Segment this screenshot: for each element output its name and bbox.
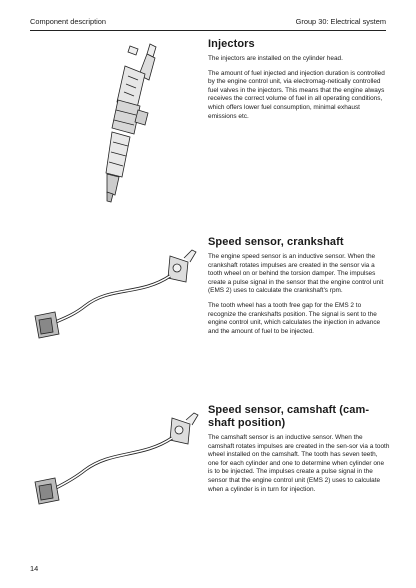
header-left: Component description: [30, 17, 107, 26]
section-title: Speed sensor, crankshaft: [208, 236, 344, 248]
header-right: Group 30: Electrical system: [295, 17, 386, 26]
page-header: [30, 14, 386, 31]
section-crankshaft-sensor: [208, 236, 390, 342]
section-title: Injectors: [208, 38, 255, 50]
paragraph: The amount of fuel injected and injection duration is controlled by the engine control unit, via electromag-netically controlled fuel valves in the injectors. This means that the engine always receives the correct volume of fuel in all operating conditions, which offers lower fuel consumption, minimal exhaust emissions etc.: [208, 69, 385, 120]
section-title: Speed sensor, camshaft (cam-shaft position): [208, 404, 370, 429]
section-injectors: [208, 38, 390, 127]
section-camshaft-sensor: [208, 404, 390, 500]
paragraph: The engine speed sensor is an inductive sensor. When the crankshaft rotates impulses are created in the sensor via a tooth wheel on or behind the torsion damper. The impulses create a pulse signal in the sensor that the engine control unit (EMS 2) uses to calculate the crankshaft's rpm.: [208, 253, 384, 295]
camshaft-sensor-illustration: [30, 410, 200, 515]
crankshaft-sensor-illustration: [30, 236, 200, 346]
paragraph: The camshaft sensor is an inductive sensor. When the camshaft rotates impulses are created in the sen-sor via a tooth wheel installed on the camshaft. The tooth has seven teeth, one for each cylinder and one to determine when cylinder one is to be injected. The impulses create a pulse signal in the sensor that the engine control unit (EMS 2) uses to calculate when a cylinder is in turn for injection.: [208, 434, 390, 493]
page-number: 14: [30, 564, 39, 573]
injector-illustration: [30, 36, 200, 206]
paragraph: The injectors are installed on the cylinder head.: [208, 55, 343, 62]
paragraph: The tooth wheel has a tooth free gap for the EMS 2 to recognize the crankshafts position. The signal is sent to the engine control unit, which calculates the injection in advance and the amount of fuel to be injected.: [208, 301, 381, 335]
